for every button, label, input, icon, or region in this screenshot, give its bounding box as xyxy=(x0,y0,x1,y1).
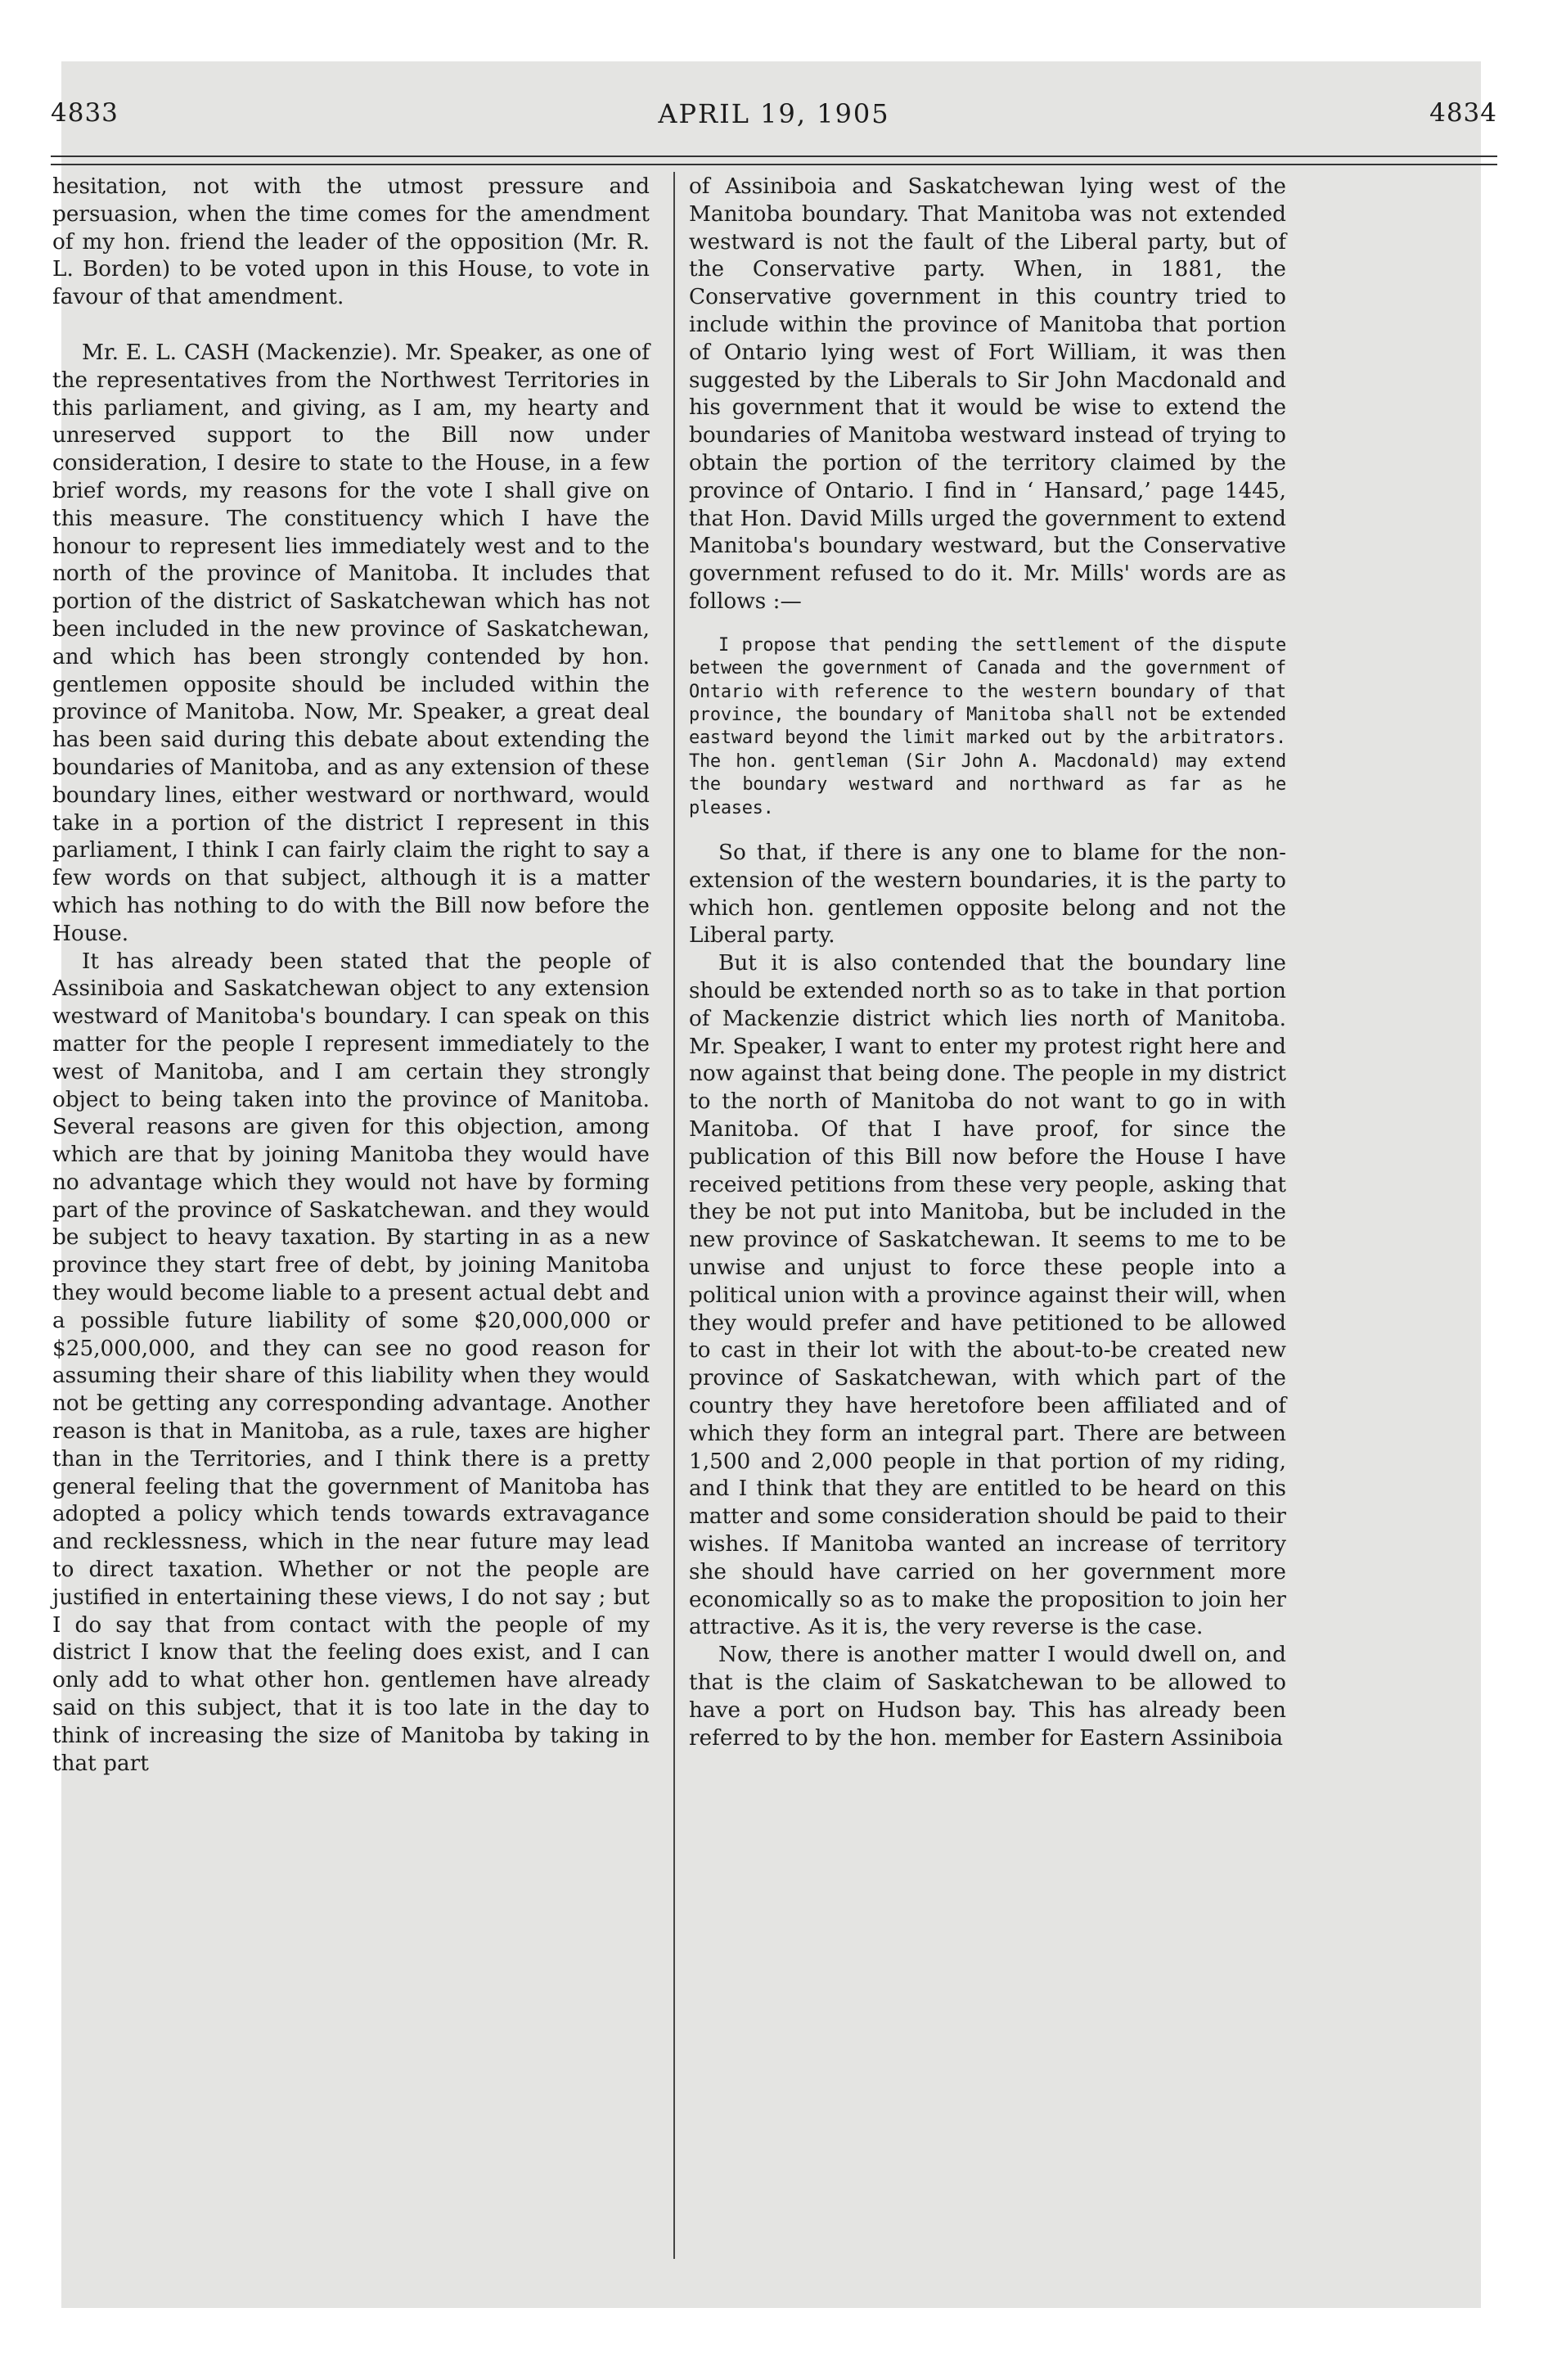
paragraph: Now, there is another matter I would dwell on, and that is the claim of Saskatchewan to be allowed to have a port on Hudson bay. This has already been referred to by the hon. member for Eastern Assiniboia xyxy=(689,1643,1286,1751)
running-title: APRIL 19, 1905 xyxy=(658,98,890,129)
speaker-name: Mr. E. L. CASH (Mackenzie). xyxy=(82,340,398,365)
paragraph: of Assiniboia and Saskatchewan lying west of the Manitoba boundary. That Manitoba was not extended westward is not the fault of the Liberal party, but of the Conservative party. When, in 1881, the Conservative government in this country tried to include within the province of Manitoba that portion of Ontario lying west of Fort William, it was then suggested by the Liberals to Sir John Macdonald and his government that it would be wise to extend the boundaries of Manitoba westward instead of trying to obtain the portion of the territory claimed by the province of Ontario. I find in ‘ Hansard,’ page 1445, that Hon. David Mills urged the government to extend Manitoba's boundary westward, but the Conservative government refused to do it. Mr. Mills' words are as follows :— xyxy=(689,174,1286,614)
speech-text: Mr. Speaker, as one of the representatives from the Northwest Territories in this parliament, and giving, as I am, my hearty and unreserved support to the Bill now under consideration, I desire to state to the House, in a few brief words, my reasons for the vote I shall give on this measure. The constituency which I have the honour to represent lies immediately west and to the north of the province of Manitoba. It includes that portion of the district of Saskatchewan which has not been included in the new province of Saskatchewan, and which has been strongly contended by hon. gentlemen opposite should be included within the province of Manitoba. Now, Mr. Speaker, a great deal has been said during this debate about extending the boundaries of Manitoba, and as any extension of these boundary lines, either westward or northward, would take in a portion of the district I represent in this parliament, I think I can fairly claim the right to say a few words on that subject, although it is a matter which has nothing to do with the Bill now before the House. xyxy=(52,340,650,946)
right-column xyxy=(689,174,1286,1752)
column-divider xyxy=(673,172,675,2259)
paragraph: But it is also contended that the boundary line should be extended north so as to take in that portion of Mackenzie district which lies north of Manitoba. Mr. Speaker, I want to enter my protest right here and now against that being done. The people in my district to the north of Manitoba do not want to go in with Manitoba. Of that I have proof, for since the publication of this Bill now before the House I have received petitions from these very people, asking that they be not put into Manitoba, but be included in the new province of Saskatchewan. It seems to me to be unwise and unjust to force these people into a political union with a province against their will, when they would prefer and have petitioned to be allowed to cast in their lot with the about-to-be created new province of Saskatchewan, with which part of the country they have heretofore been affiliated and of which they form an integral part. There are between 1,500 and 2,000 people in that portion of my riding, and I think that they are entitled to be heard on this matter and some consideration should be paid to their wishes. If Manitoba wanted an increase of territory she should have carried on her government more economically so as to make the proposition to join her attractive. As it is, the very reverse is the case. xyxy=(689,951,1286,1640)
page-number-left: 4833 xyxy=(51,98,119,128)
header-double-rule xyxy=(51,156,1497,165)
paragraph: hesitation, not with the utmost pressure and persuasion, when the time comes for the amendment of my hon. friend the leader of the opposition (Mr. R. L. Borden) to be voted upon in this House, to vote in favour of that amendment. xyxy=(52,174,650,310)
left-column xyxy=(52,174,650,1778)
paragraph: So that, if there is any one to blame for the non-extension of the western boundaries, it is the party to which hon. gentlemen opposite belong and not the Liberal party. xyxy=(689,841,1286,949)
page-header xyxy=(51,98,1497,147)
speech-paragraph xyxy=(52,340,650,949)
paragraph: It has already been stated that the people of Assiniboia and Saskatchewan object to any extension westward of Manitoba's boundary. I can speak on this matter for the people I represent immediately to the west of Manitoba, and I am certain they strongly object to being taken into the province of Manitoba. Several reasons are given for this objection, among which are that by joining Manitoba they would have no advantage which they would not have by forming part of the province of Saskatchewan. and they would be subject to heavy taxation. By starting in as a new province they start free of debt, by joining Manitoba they would become liable to a present actual debt and a possible future liability of some $20,000,000 or $25,000,000, and they can see no good reason for assuming their share of this liability when they would not be getting any corresponding advantage. Another reason is that in Manitoba, as a rule, taxes are higher than in the Territories, and I think there is a pretty general feeling that the government of Manitoba has adopted a policy which tends towards extravagance and recklessness, which in the near future may lead to direct taxation. Whether or not the people are justified in entertaining these views, I do not say ; but I do say that from contact with the people of my district I know that the feeling does exist, and I can only add to what other hon. gentlemen have already said on this subject, that it is too late in the day to think of increasing the size of Manitoba by taking in that part xyxy=(52,949,650,1776)
page-number-right: 4834 xyxy=(1429,98,1497,128)
block-quote: I propose that pending the settlement of the dispute between the government of Canada and the government of Ontario with reference to the western boundary of that province, the boundary of Manitoba shall not be extended eastward beyond the limit marked out by the arbitrators. The hon. gentleman (Sir John A. Macdonald) may extend the boundary westward and northward as far as he pleases. xyxy=(689,634,1286,818)
